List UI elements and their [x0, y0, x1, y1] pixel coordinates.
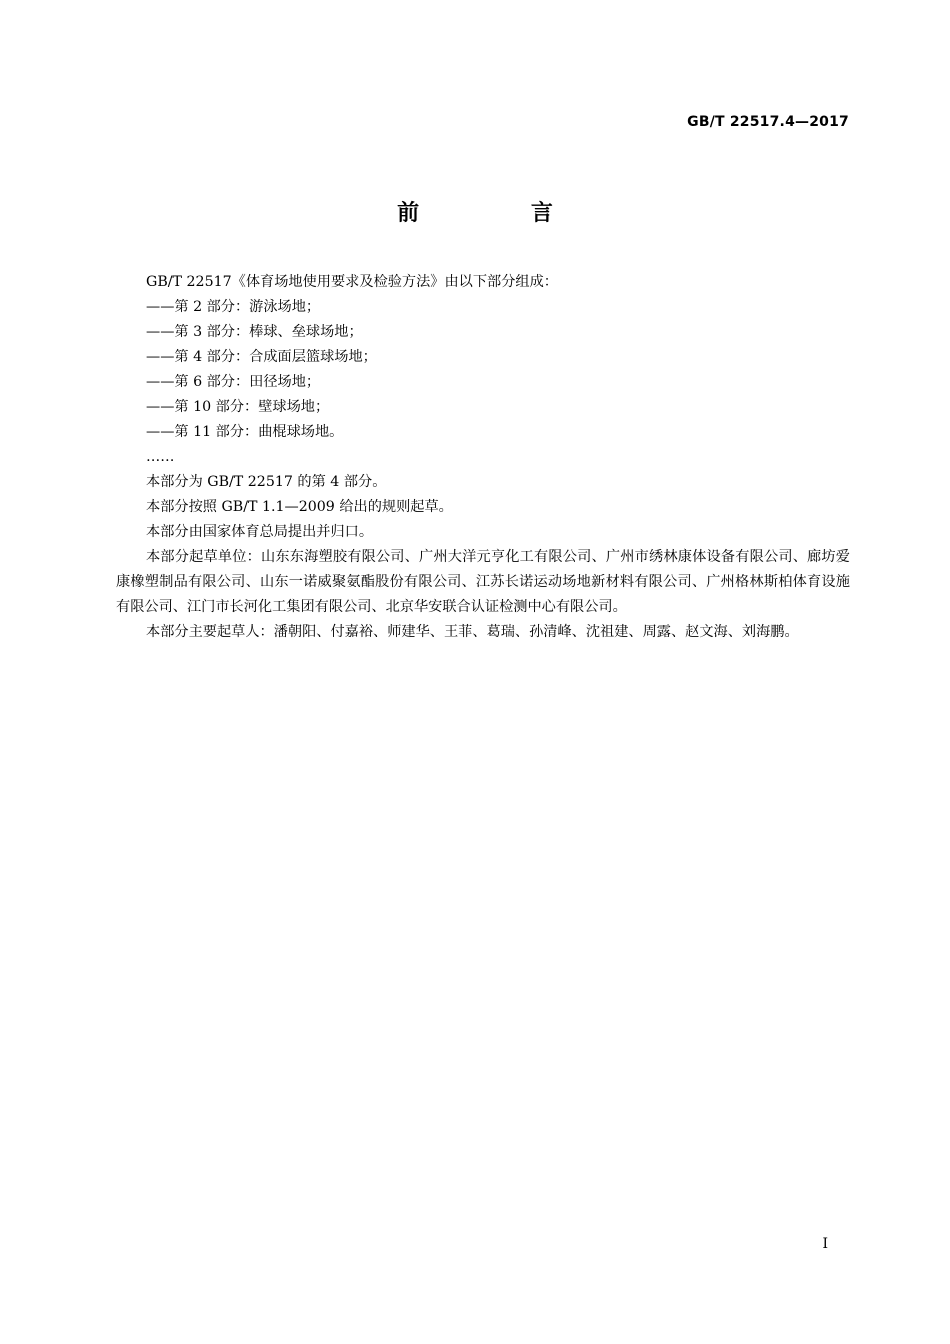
drafting-rules-statement: 本部分按照 GB/T 1.1—2009 给出的规则起草。: [146, 499, 453, 515]
list-item-part-10: ——第 10 部分：壁球场地；: [146, 399, 330, 415]
drafting-units-paragraph: 本部分起草单位：山东东海塑胶有限公司、广州大洋元亨化工有限公司、广州市绣林康体设备有限公司、廊坊爱康橡塑制品有限公司、山东一诺威聚氨酯股份有限公司、江苏长诺运动场地新材料有限公司、广州格林斯柏体育设施有限公司、江门市长河化工集团有限公司、北京华安联合认证检测中心有限公司。: [116, 549, 850, 615]
list-item-part-11: ——第 11 部分：曲棍球场地。: [146, 424, 344, 440]
standard-code: GB/T 22517.4—2017: [687, 114, 849, 130]
list-item-part-2: ——第 2 部分：游泳场地；: [146, 299, 321, 315]
list-item-part-6: ——第 6 部分：田径场地；: [146, 374, 321, 390]
list-item-part-4: ——第 4 部分：合成面层篮球场地；: [146, 349, 377, 365]
intro-line: GB/T 22517《体育场地使用要求及检验方法》由以下部分组成：: [146, 274, 558, 290]
part-of-statement: 本部分为 GB/T 22517 的第 4 部分。: [146, 474, 387, 490]
proposer-statement: 本部分由国家体育总局提出并归口。: [146, 524, 374, 540]
drafters-paragraph: 本部分主要起草人：潘朝阳、付嘉裕、师建华、王菲、葛瑞、孙清峰、沈祖建、周露、赵文海、刘海鹏。: [146, 624, 799, 640]
ellipsis: ……: [146, 449, 175, 465]
page-title: 前 言: [397, 201, 605, 226]
list-item-part-3: ——第 3 部分：棒球、垒球场地；: [146, 324, 363, 340]
foreword-body: [116, 270, 850, 645]
page-number: I: [822, 1236, 828, 1252]
